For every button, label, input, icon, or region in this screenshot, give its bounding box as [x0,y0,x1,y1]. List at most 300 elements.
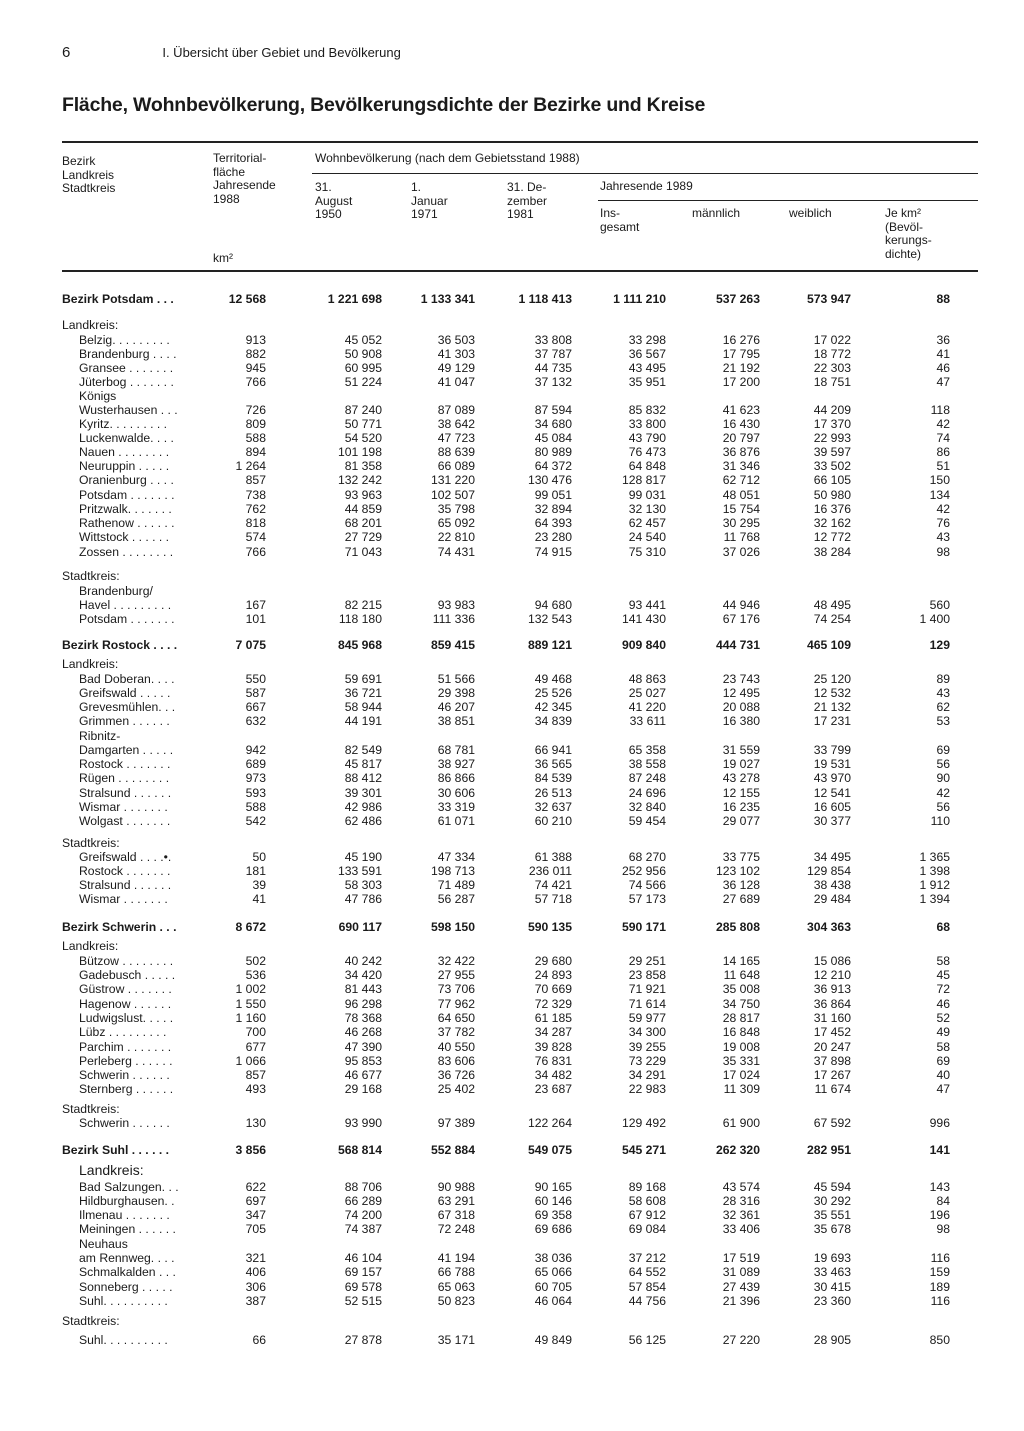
cell-col2: 46 104 [344,1251,382,1265]
cell-col8: 89 [936,672,950,686]
cell-col3: 51 566 [437,672,475,686]
cell-col6: 27 689 [722,892,760,906]
section-label-row [0,836,1024,850]
cell-col7: 20 247 [813,1040,851,1054]
header-bottom-rule [62,270,978,272]
row-name: Bezirk Schwerin . . . [62,920,177,934]
row-name: Stadtkreis: [62,836,120,850]
group2-rule [598,200,978,201]
cell-col2: 27 878 [344,1333,382,1347]
cell-col5: 24 696 [628,786,666,800]
cell-col6: 537 263 [715,292,760,306]
cell-col3: 47 334 [437,850,475,864]
header-weiblich: weiblich [789,206,832,220]
cell-col5: 33 298 [628,333,666,347]
cell-col7: 38 438 [813,878,851,892]
cell-col6: 67 176 [722,612,760,626]
cell-col3: 36 726 [437,1068,475,1082]
cell-col6: 16 848 [722,1025,760,1039]
cell-col2: 58 944 [344,700,382,714]
cell-col7: 25 120 [813,672,851,686]
row-name: Sternberg . . . . . . [79,1082,174,1096]
cell-col4: 34 287 [534,1025,572,1039]
cell-col6: 33 775 [722,850,760,864]
row-name: Stralsund . . . . . . [79,786,172,800]
cell-col1: 588 [245,431,266,445]
cell-col6: 14 165 [722,954,760,968]
cell-col1: 700 [245,1025,266,1039]
cell-col2: 132 242 [337,473,382,487]
header-maennlich: männlich [692,206,741,220]
table-row [0,1333,1024,1347]
cell-col4: 39 828 [534,1040,572,1054]
cell-col7: 22 303 [813,361,851,375]
cell-col7: 33 799 [813,743,851,757]
cell-col6: 16 235 [722,800,760,814]
cell-col8: 996 [929,1116,950,1130]
cell-col1: 945 [245,361,266,375]
table-row [0,445,1024,459]
cell-col3: 86 866 [437,771,475,785]
cell-col2: 87 240 [344,403,382,417]
cell-col6: 15 754 [722,502,760,516]
cell-col4: 26 513 [534,786,572,800]
cell-col7: 11 674 [814,1082,851,1096]
cell-col1: 130 [245,1116,266,1130]
cell-col1: 689 [245,757,266,771]
cell-col6: 11 309 [723,1082,760,1096]
cell-col3: 63 291 [437,1194,475,1208]
cell-col1: 574 [245,530,266,544]
table-row [0,672,1024,686]
cell-col4: 34 482 [534,1068,572,1082]
cell-col8: 129 [929,638,950,652]
cell-col8: 86 [936,445,950,459]
cell-col1: 387 [245,1294,266,1308]
row-name: Lübz . . . . . . . . . [79,1025,167,1039]
cell-col5: 1 111 210 [613,292,666,306]
cell-col6: 23 743 [722,672,760,686]
cell-col5: 89 168 [628,1180,666,1194]
section-label-row [0,1314,1024,1328]
header-flaeche: Territorial- fläche Jahresende 1988 [213,151,276,206]
cell-col4: 25 526 [534,686,572,700]
table-row [0,375,1024,389]
cell-col5: 64 552 [628,1265,666,1279]
cell-col3: 552 884 [430,1143,475,1157]
cell-col6: 16 276 [722,333,760,347]
cell-col7: 45 594 [813,1180,851,1194]
row-name: Stadtkreis: [62,569,120,583]
cell-col3: 198 713 [430,864,475,878]
row-name: Belzig. . . . . . . . . [79,333,170,347]
section-label-row [0,1102,1024,1116]
cell-col8: 42 [936,417,950,431]
section-label-row [0,1237,1024,1251]
cell-col8: 150 [929,473,950,487]
cell-col4: 32 637 [534,800,572,814]
cell-col7: 129 854 [806,864,851,878]
cell-col2: 45 052 [344,333,382,347]
table-row [0,814,1024,828]
cell-col7: 39 597 [813,445,851,459]
row-name: am Rennweg. . . . [79,1251,175,1265]
cell-col8: 560 [929,598,950,612]
cell-col4: 590 135 [527,920,572,934]
cell-col6: 12 495 [722,686,760,700]
cell-col5: 29 251 [628,954,666,968]
cell-col6: 17 519 [722,1251,760,1265]
row-name: Grimmen . . . . . . [79,714,170,728]
row-name: Rostock . . . . . . . [79,864,171,878]
cell-col3: 1 133 341 [420,292,475,306]
cell-col6: 21 192 [722,361,760,375]
cell-col1: 1 160 [235,1011,266,1025]
row-name: Wismar . . . . . . . [79,892,168,906]
cell-col6: 34 750 [722,997,760,1011]
cell-col5: 71 921 [628,982,666,996]
cell-col6: 61 900 [722,1116,760,1130]
table-row [0,612,1024,626]
cell-col4: 132 543 [527,612,572,626]
cell-col1: 3 856 [235,1143,266,1157]
cell-col1: 766 [245,375,266,389]
cell-col2: 88 412 [344,771,382,785]
section-label-row [0,729,1024,743]
table-row [0,850,1024,864]
row-name: Stadtkreis: [62,1314,120,1328]
cell-col3: 83 606 [437,1054,475,1068]
cell-col4: 80 989 [534,445,572,459]
row-name: Bad Salzungen. . . [79,1180,179,1194]
cell-col7: 43 970 [813,771,851,785]
cell-col7: 17 452 [813,1025,851,1039]
cell-col2: 54 520 [344,431,382,445]
row-name: Wittstock . . . . . . [79,530,170,544]
cell-col2: 82 215 [344,598,382,612]
row-name: Ludwigslust. . . . . [79,1011,174,1025]
cell-col6: 16 380 [722,714,760,728]
row-name: Ribnitz- [79,729,121,743]
table-row [0,488,1024,502]
cell-col4: 44 735 [534,361,572,375]
cell-col2: 27 729 [344,530,382,544]
cell-col8: 43 [936,686,950,700]
row-name: Rathenow . . . . . . [79,516,175,530]
row-name: Ilmenau . . . . . . . [79,1208,170,1222]
cell-col4: 65 066 [534,1265,572,1279]
cell-col5: 22 983 [628,1082,666,1096]
cell-col8: 42 [936,786,950,800]
cell-col8: 69 [936,1054,950,1068]
row-name: Bezirk Potsdam . . . [62,292,174,306]
cell-col6: 17 024 [722,1068,760,1082]
cell-col3: 38 642 [437,417,475,431]
cell-col1: 493 [245,1082,266,1096]
cell-col1: 406 [245,1265,266,1279]
cell-col6: 29 077 [722,814,760,828]
cell-col4: 38 036 [534,1251,572,1265]
cell-col7: 30 292 [813,1194,851,1208]
cell-col4: 37 132 [534,375,572,389]
cell-col3: 41 047 [437,375,475,389]
cell-col3: 66 788 [437,1265,475,1279]
cell-col8: 41 [936,347,950,361]
cell-col8: 189 [929,1280,950,1294]
table-row [0,1294,1024,1308]
cell-col1: 321 [245,1251,266,1265]
cell-col1: 41 [252,892,266,906]
cell-col4: 24 893 [534,968,572,982]
table-row [0,417,1024,431]
cell-col2: 93 990 [344,1116,382,1130]
table-row [0,473,1024,487]
cell-col8: 68 [936,920,950,934]
cell-col4: 236 011 [528,864,572,878]
row-name: Bad Doberan. . . . [79,672,175,686]
cell-col5: 69 084 [628,1222,666,1236]
cell-col7: 304 363 [806,920,851,934]
cell-col4: 69 358 [534,1208,572,1222]
cell-col5: 73 229 [628,1054,666,1068]
cell-col8: 90 [936,771,950,785]
cell-col3: 25 402 [437,1082,475,1096]
cell-col7: 17 267 [813,1068,851,1082]
cell-col3: 32 422 [437,954,475,968]
cell-col2: 82 549 [344,743,382,757]
cell-col8: 47 [936,1082,950,1096]
cell-col8: 98 [936,545,950,559]
cell-col5: 129 492 [621,1116,666,1130]
cell-col4: 57 718 [534,892,572,906]
cell-col5: 68 270 [628,850,666,864]
cell-col2: 46 677 [344,1068,382,1082]
cell-col7: 32 162 [813,516,851,530]
section-label-row [0,657,1024,671]
cell-col8: 1 398 [919,864,950,878]
cell-col3: 90 988 [437,1180,475,1194]
cell-col8: 1 365 [919,850,950,864]
cell-col8: 141 [929,1143,950,1157]
table-row [0,403,1024,417]
cell-col6: 48 051 [722,488,760,502]
bezirk-row [0,1143,1024,1157]
table-row [0,771,1024,785]
row-name: Stralsund . . . . . . [79,878,172,892]
cell-col4: 60 705 [534,1280,572,1294]
cell-col6: 28 316 [722,1194,760,1208]
cell-col4: 87 594 [534,403,572,417]
cell-col4: 23 687 [534,1082,572,1096]
cell-col5: 35 951 [628,375,666,389]
cell-col5: 75 310 [628,545,666,559]
cell-col2: 47 786 [344,892,382,906]
cell-col4: 1 118 413 [518,292,572,306]
cell-col5: 74 566 [628,878,666,892]
cell-col2: 74 200 [344,1208,382,1222]
bezirk-row [0,292,1024,306]
cell-col2: 58 303 [344,878,382,892]
cell-col3: 65 092 [437,516,475,530]
table-row [0,878,1024,892]
cell-col2: 39 301 [344,786,382,800]
row-name: Landkreis: [62,939,119,953]
row-name: Luckenwalde. . . . [79,431,174,445]
cell-col7: 38 284 [813,545,851,559]
cell-col5: 590 171 [621,920,666,934]
cell-col6: 43 574 [722,1180,760,1194]
section-label-row [0,1163,1024,1177]
cell-col1: 593 [245,786,266,800]
cell-col2: 36 721 [344,686,382,700]
section-label-row [0,318,1024,332]
cell-col5: 43 495 [628,361,666,375]
cell-col6: 123 102 [715,864,760,878]
cell-col7: 23 360 [813,1294,851,1308]
cell-col4: 90 165 [534,1180,572,1194]
cell-col5: 62 457 [628,516,666,530]
cell-col3: 46 207 [437,700,475,714]
cell-col5: 32 130 [628,502,666,516]
cell-col3: 38 927 [437,757,475,771]
cell-col3: 50 823 [437,1294,475,1308]
cell-col6: 20 797 [722,431,760,445]
cell-col2: 1 221 698 [327,292,382,306]
cell-col1: 1 002 [235,982,266,996]
running-header [62,44,401,61]
cell-col7: 28 905 [813,1333,851,1347]
cell-col6: 19 027 [722,757,760,771]
cell-col5: 59 454 [628,814,666,828]
cell-col2: 74 387 [344,1222,382,1236]
cell-col4: 34 839 [534,714,572,728]
cell-col2: 93 963 [344,488,382,502]
cell-col2: 118 180 [338,612,382,626]
row-name: Stadtkreis: [62,1102,120,1116]
row-name: Damgarten . . . . . [79,743,174,757]
cell-col2: 78 368 [344,1011,382,1025]
table-row [0,347,1024,361]
header-group-1989: Jahresende 1989 [600,179,693,193]
cell-col2: 81 443 [344,982,382,996]
cell-col6: 31 089 [722,1265,760,1279]
cell-col8: 88 [936,292,950,306]
cell-col2: 133 591 [337,864,382,878]
cell-col8: 45 [936,968,950,982]
row-name: Güstrow . . . . . . . [79,982,172,996]
header-1971: 1. Januar 1971 [411,180,448,221]
cell-col8: 52 [936,1011,950,1025]
header-1950: 31. August 1950 [315,180,353,221]
row-name: Bezirk Rostock . . . . [62,638,178,652]
cell-col7: 17 231 [813,714,851,728]
cell-col3: 36 503 [437,333,475,347]
cell-col4: 34 680 [534,417,572,431]
row-name: Hildburghausen. . [79,1194,175,1208]
running-head-text: I. Übersicht über Gebiet und Bevölkerung [162,45,401,60]
cell-col5: 37 212 [628,1251,666,1265]
row-name: Landkreis: [62,657,119,671]
table-row [0,864,1024,878]
cell-col1: 705 [245,1222,266,1236]
cell-col3: 27 955 [437,968,475,982]
cell-col6: 19 008 [722,1040,760,1054]
cell-col4: 49 468 [534,672,572,686]
cell-col2: 59 691 [344,672,382,686]
cell-col7: 18 751 [813,375,851,389]
cell-col4: 61 185 [534,1011,572,1025]
table-row [0,786,1024,800]
cell-col3: 30 606 [437,786,475,800]
cell-col5: 44 756 [628,1294,666,1308]
cell-col1: 587 [245,686,266,700]
cell-col2: 44 191 [344,714,382,728]
cell-col8: 159 [929,1265,950,1279]
cell-col6: 444 731 [715,638,760,652]
cell-col5: 99 031 [628,488,666,502]
cell-col6: 36 876 [722,445,760,459]
cell-col7: 282 951 [806,1143,851,1157]
cell-col8: 1 400 [919,612,950,626]
cell-col7: 573 947 [806,292,851,306]
cell-col7: 19 693 [813,1251,851,1265]
cell-col5: 545 271 [621,1143,666,1157]
cell-col3: 97 389 [437,1116,475,1130]
cell-col3: 93 983 [437,598,475,612]
cell-col4: 64 372 [534,459,572,473]
cell-col4: 94 680 [534,598,572,612]
cell-col1: 167 [245,598,266,612]
cell-col5: 252 956 [621,864,666,878]
cell-col1: 306 [245,1280,266,1294]
table-row [0,502,1024,516]
cell-col2: 47 390 [344,1040,382,1054]
cell-col1: 101 [245,612,266,626]
cell-col3: 33 319 [437,800,475,814]
cell-col1: 7 075 [235,638,266,652]
cell-col5: 34 291 [628,1068,666,1082]
cell-col4: 64 393 [534,516,572,530]
table-row [0,757,1024,771]
cell-col5: 909 840 [621,638,666,652]
table-row [0,982,1024,996]
cell-col6: 41 623 [722,403,760,417]
cell-col8: 72 [936,982,950,996]
cell-col4: 60 210 [534,814,572,828]
cell-col6: 27 220 [722,1333,760,1347]
cell-col1: 181 [245,864,266,878]
bezirk-row [0,920,1024,934]
table-row [0,954,1024,968]
cell-col6: 27 439 [722,1280,760,1294]
header-dichte: Je km² (Bevöl- kerungs- dichte) [885,206,932,261]
cell-col3: 598 150 [430,920,475,934]
cell-col8: 46 [936,361,950,375]
cell-col7: 16 376 [813,502,851,516]
cell-col8: 196 [929,1208,950,1222]
cell-col8: 143 [929,1180,950,1194]
cell-col2: 42 986 [344,800,382,814]
cell-col4: 33 808 [534,333,572,347]
cell-col8: 118 [930,403,950,417]
cell-col5: 57 854 [628,1280,666,1294]
cell-col5: 33 800 [628,417,666,431]
cell-col3: 22 810 [437,530,475,544]
cell-col6: 30 295 [722,516,760,530]
page-title: Fläche, Wohnbevölkerung, Bevölkerungsdichte der Bezirke und Kreise [62,94,706,116]
table-row [0,714,1024,728]
cell-col5: 32 840 [628,800,666,814]
